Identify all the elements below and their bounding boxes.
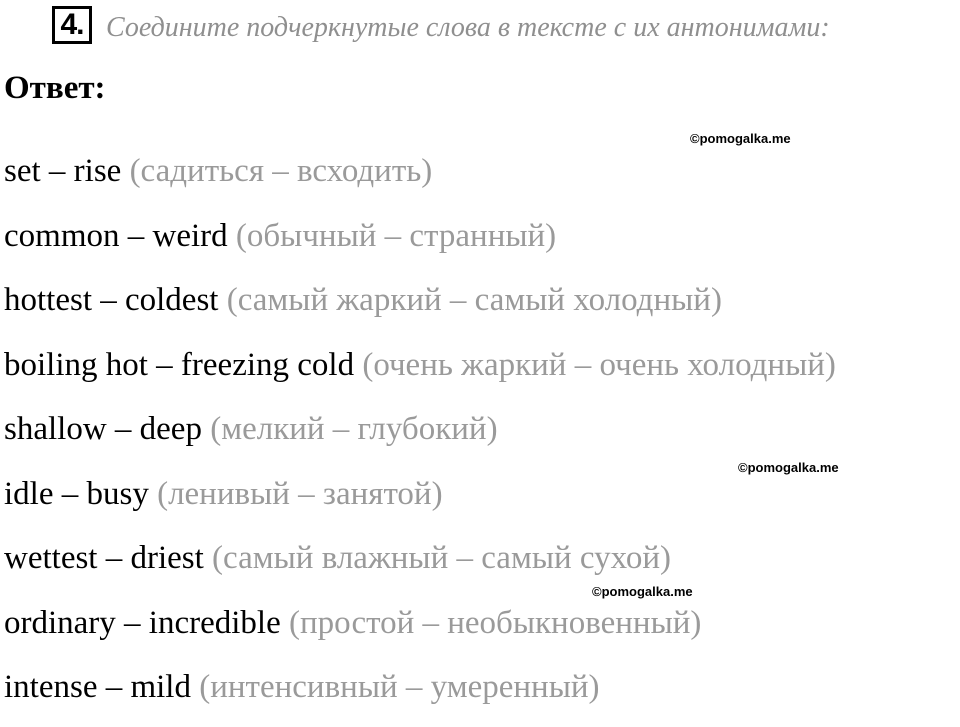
english-pair: ordinary – incredible: [4, 604, 281, 641]
antonym-pair: [4, 146, 836, 211]
antonym-pair: [4, 598, 836, 663]
watermark: ©pomogalka.me: [592, 584, 693, 599]
antonym-pair: [4, 340, 836, 405]
antonym-pair: [4, 404, 836, 469]
english-pair: common – weird: [4, 217, 228, 254]
antonym-pair: [4, 469, 836, 534]
antonym-pair: [4, 662, 836, 727]
antonym-pair: [4, 211, 836, 276]
english-pair: boiling hot – freezing cold: [4, 346, 355, 383]
russian-translation: (интенсивный – умеренный): [199, 669, 600, 705]
task-header: [0, 0, 960, 58]
russian-translation: (самый жаркий – самый холодный): [226, 282, 722, 318]
russian-translation: (самый влажный – самый сухой): [212, 540, 672, 576]
russian-translation: (ленивый – занятой): [157, 475, 443, 512]
english-pair: wettest – driest: [4, 540, 204, 576]
antonym-pair: [4, 533, 836, 598]
english-pair: set – rise: [4, 153, 122, 189]
russian-translation: (очень жаркий – очень холодный): [362, 346, 836, 383]
russian-translation: (обычный – странный): [235, 217, 557, 254]
answer-label: Ответ:: [4, 70, 106, 106]
task-number: 4.: [52, 6, 92, 44]
antonym-pair-list: [4, 146, 836, 727]
antonym-pair: [4, 275, 836, 340]
english-pair: idle – busy: [4, 475, 149, 512]
watermark: ©pomogalka.me: [738, 460, 839, 475]
english-pair: shallow – deep: [4, 411, 202, 447]
russian-translation: (простой – необыкновенный): [288, 604, 702, 641]
russian-translation: (мелкий – глубокий): [210, 411, 498, 447]
watermark: ©pomogalka.me: [690, 131, 791, 146]
english-pair: intense – mild: [4, 669, 191, 705]
english-pair: hottest – coldest: [4, 282, 219, 318]
task-instruction: Соедините подчеркнутые слова в тексте с их антонимами:: [106, 12, 830, 43]
russian-translation: (садиться – всходить): [129, 153, 433, 189]
